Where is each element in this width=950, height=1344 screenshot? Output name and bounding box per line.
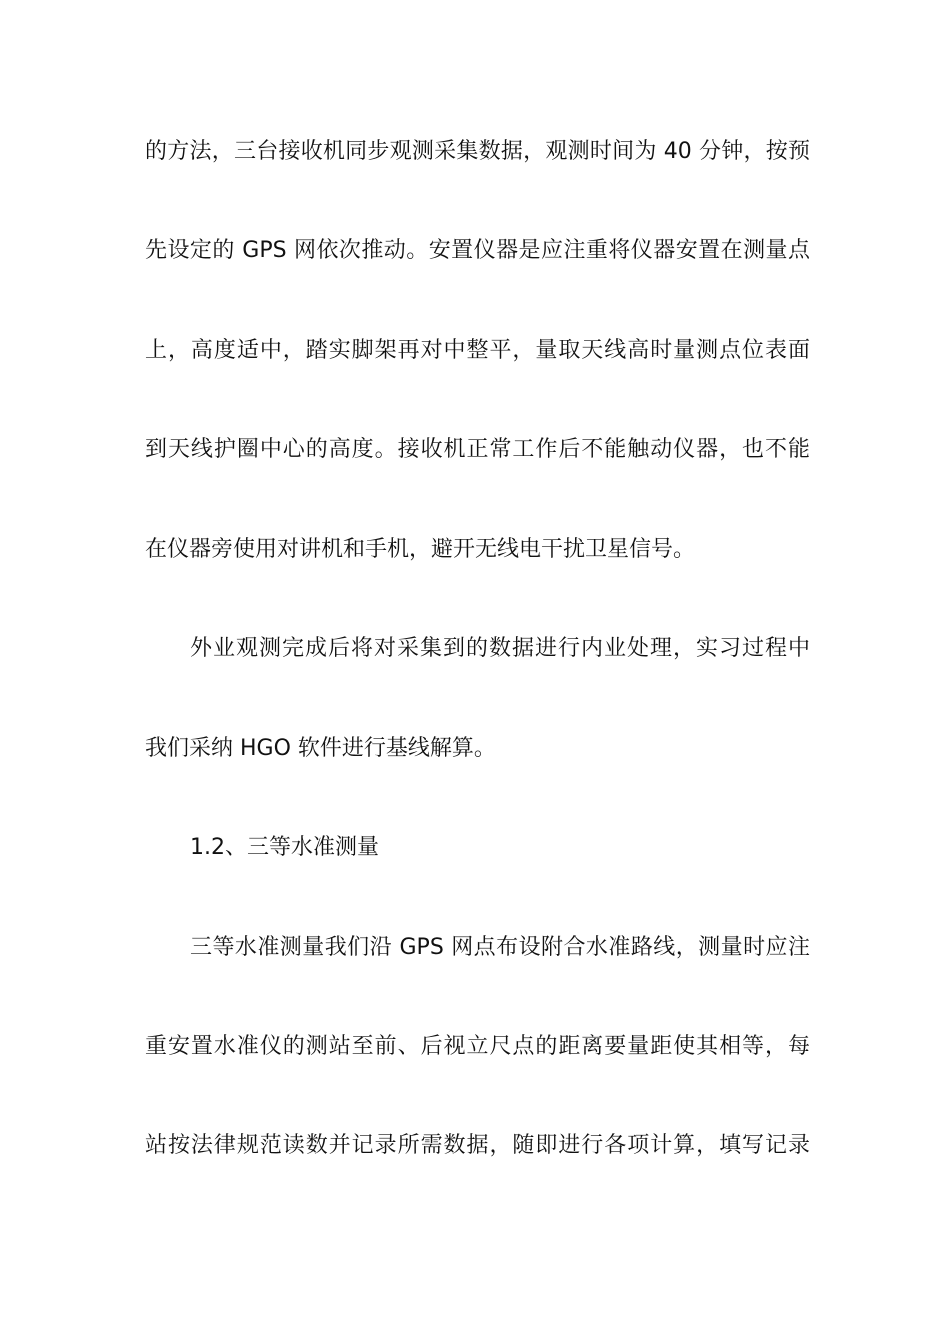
text-line: 先设定的 GPS 网依次推动。安置仪器是应注重将仪器安置在测量点: [145, 238, 810, 263]
text-line: 我们采纳 HGO 软件进行基线解算。: [145, 736, 496, 761]
text-line: 在仪器旁使用对讲机和手机，避开无线电干扰卫星信号。: [145, 537, 696, 562]
text-line: 到天线护圈中心的高度。接收机正常工作后不能触动仪器，也不能: [145, 437, 810, 462]
text-line: 重安置水准仪的测站至前、后视立尺点的距离要量距使其相等，每: [145, 1034, 810, 1059]
text-line: 上，高度适中，踏实脚架再对中整平，量取天线高时量测点位表面: [145, 338, 810, 363]
paragraph-first-line: 三等水准测量我们沿 GPS 网点布设附合水准路线，测量时应注: [190, 935, 810, 960]
text-line: 站按法律规范读数并记录所需数据，随即进行各项计算，填写记录: [145, 1133, 810, 1158]
text-line: 的方法，三台接收机同步观测采集数据，观测时间为 40 分钟，按预: [145, 139, 810, 164]
paragraph-first-line: 外业观测完成后将对采集到的数据进行内业处理，实习过程中: [190, 636, 810, 661]
section-heading: 1.2、三等水准测量: [190, 835, 379, 860]
